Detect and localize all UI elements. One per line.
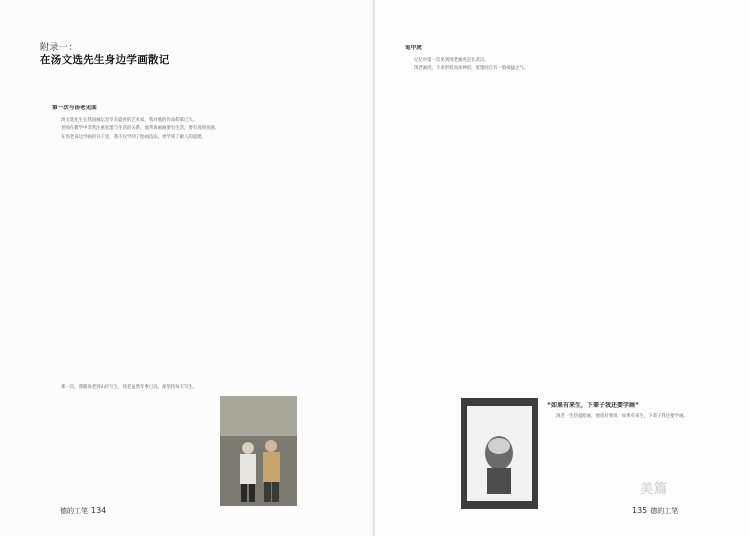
paragraph: 那一次，我随汤老到山区写生，汤老虽然年事已高，却坚持每天写生。 xyxy=(61,385,198,390)
photo-portrait-icon xyxy=(461,398,538,509)
right-body-text xyxy=(405,45,703,385)
footer-brand: 德的工笔 xyxy=(650,507,679,515)
left-body-text xyxy=(52,105,300,395)
footer-brand: 德的工笔 xyxy=(60,507,88,515)
paragraph: 在汤老身边学画的日子里，我不仅学到了绘画技法，更学到了做人的道理。 xyxy=(61,134,206,140)
watermark-logo: 美篇 xyxy=(640,482,669,497)
photo-two-men xyxy=(220,396,297,506)
right-page xyxy=(375,0,750,536)
paragraph: 记忆中第一次见到汤老画虎是在武汉。 xyxy=(414,57,489,63)
appendix-label: 附录一： xyxy=(40,43,79,53)
photo-portrait xyxy=(461,398,538,509)
page-number: 135 xyxy=(632,506,648,515)
left-body-text-lower xyxy=(52,384,212,506)
paragraph: 汤老一生热爱绘画，他曾对我说：如果有来生，下辈子我还要学画。 xyxy=(556,413,688,419)
page-footer-right xyxy=(632,506,678,516)
paragraph: 老师在教学中非常注重笔墨与生活的关系，他常说画画要有生活，要有真情实感。 xyxy=(61,126,220,132)
section-heading: 笔中虎 xyxy=(405,45,422,51)
section-heading: 第一次与汤老见面 xyxy=(52,105,97,111)
appendix-title: 在汤文选先生身边学画散记 xyxy=(40,54,170,66)
photo-figures-icon xyxy=(220,396,297,506)
paragraph: 汤文选先生在我国画坛是享有盛誉的艺术家，我对他的作品仰慕已久。 xyxy=(61,117,198,123)
right-body-text-lower xyxy=(547,402,707,512)
page-number: 134 xyxy=(91,506,107,515)
quote-heading: “如果有来生，下辈子我还要学画” xyxy=(547,402,639,409)
page-footer-left xyxy=(60,506,106,516)
paragraph: 汤老画虎，不求形似而求神似，笔墨间自有一股威猛之气。 xyxy=(414,66,529,72)
